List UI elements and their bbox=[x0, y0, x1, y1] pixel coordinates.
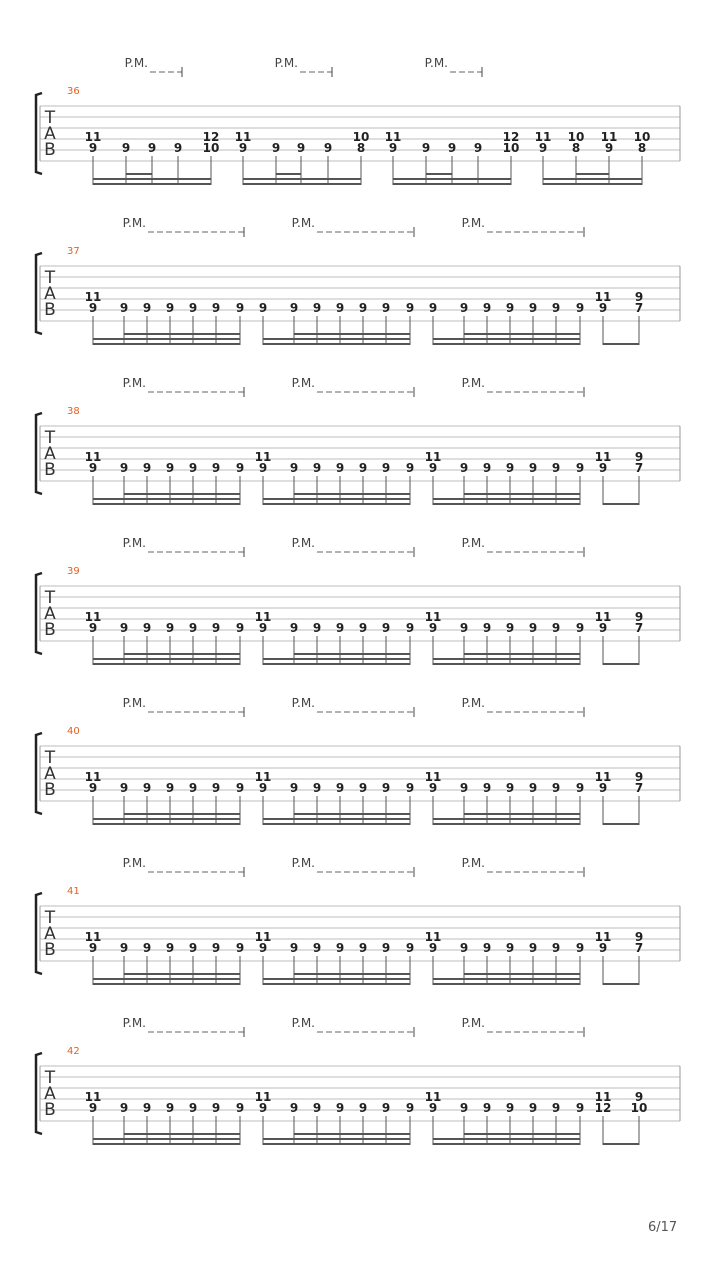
fret-number: 9 bbox=[459, 1101, 469, 1115]
palm-mute-label: P.M. bbox=[291, 696, 315, 710]
fret-number: 9 bbox=[598, 781, 608, 795]
fret-number: 9 bbox=[405, 621, 415, 635]
fret-number: 8 bbox=[571, 141, 581, 155]
fret-number: 9 bbox=[235, 941, 245, 955]
fret-number: 7 bbox=[634, 941, 644, 955]
fret-number: 9 bbox=[634, 290, 644, 304]
palm-mute-label: P.M. bbox=[122, 216, 146, 230]
fret-number: 9 bbox=[358, 781, 368, 795]
measure-number: 39 bbox=[67, 566, 80, 577]
fret-number: 9 bbox=[358, 941, 368, 955]
fret-number: 11 bbox=[424, 770, 442, 784]
palm-mute-label: P.M. bbox=[461, 856, 485, 870]
palm-mute-label: P.M. bbox=[291, 1016, 315, 1030]
palm-mute-label: P.M. bbox=[291, 856, 315, 870]
fret-number: 8 bbox=[637, 141, 647, 155]
fret-number: 9 bbox=[119, 781, 129, 795]
fret-number: 9 bbox=[289, 621, 299, 635]
fret-number: 9 bbox=[119, 301, 129, 315]
fret-number: 9 bbox=[459, 941, 469, 955]
fret-number: 9 bbox=[289, 301, 299, 315]
fret-number: 9 bbox=[634, 610, 644, 624]
fret-number: 9 bbox=[482, 301, 492, 315]
palm-mute-label: P.M. bbox=[461, 216, 485, 230]
measure-number: 37 bbox=[67, 246, 80, 257]
fret-number: 10 bbox=[633, 130, 651, 144]
tab-clef-letter: T bbox=[44, 108, 56, 128]
fret-number: 9 bbox=[405, 941, 415, 955]
palm-mute-label: P.M. bbox=[291, 376, 315, 390]
fret-number: 9 bbox=[258, 461, 268, 475]
tab-clef-letter: T bbox=[44, 908, 56, 928]
tab-clef-letter: B bbox=[44, 780, 56, 800]
fret-number: 9 bbox=[505, 1101, 515, 1115]
fret-number: 9 bbox=[142, 1101, 152, 1115]
fret-number: 9 bbox=[88, 941, 98, 955]
palm-mute-label: P.M. bbox=[461, 1016, 485, 1030]
tab-system bbox=[36, 216, 680, 345]
fret-number: 9 bbox=[188, 1101, 198, 1115]
fret-number: 9 bbox=[482, 781, 492, 795]
fret-number: 11 bbox=[254, 770, 272, 784]
fret-number: 9 bbox=[505, 301, 515, 315]
fret-number: 9 bbox=[119, 461, 129, 475]
fret-number: 9 bbox=[381, 1101, 391, 1115]
fret-number: 9 bbox=[165, 621, 175, 635]
tab-clef-letter: T bbox=[44, 1068, 56, 1088]
fret-number: 9 bbox=[575, 621, 585, 635]
fret-number: 11 bbox=[84, 290, 102, 304]
fret-number: 9 bbox=[358, 301, 368, 315]
fret-number: 9 bbox=[551, 301, 561, 315]
measure-number: 38 bbox=[67, 406, 80, 417]
fret-number: 9 bbox=[312, 301, 322, 315]
fret-number: 9 bbox=[505, 461, 515, 475]
fret-number: 9 bbox=[551, 781, 561, 795]
fret-number: 9 bbox=[381, 301, 391, 315]
fret-number: 9 bbox=[211, 1101, 221, 1115]
fret-number: 9 bbox=[505, 621, 515, 635]
fret-number: 9 bbox=[88, 1101, 98, 1115]
fret-number: 9 bbox=[551, 621, 561, 635]
fret-number: 9 bbox=[428, 461, 438, 475]
fret-number: 9 bbox=[358, 621, 368, 635]
fret-number: 9 bbox=[405, 461, 415, 475]
fret-number: 9 bbox=[312, 1101, 322, 1115]
fret-number: 9 bbox=[538, 141, 548, 155]
fret-number: 9 bbox=[147, 141, 157, 155]
fret-number: 9 bbox=[482, 1101, 492, 1115]
tab-system bbox=[36, 536, 680, 665]
fret-number: 11 bbox=[84, 770, 102, 784]
fret-number: 9 bbox=[88, 141, 98, 155]
fret-number: 9 bbox=[296, 141, 306, 155]
fret-number: 9 bbox=[188, 461, 198, 475]
fret-number: 9 bbox=[312, 941, 322, 955]
fret-number: 9 bbox=[482, 621, 492, 635]
palm-mute-label: P.M. bbox=[291, 536, 315, 550]
fret-number: 9 bbox=[634, 930, 644, 944]
fret-number: 9 bbox=[142, 621, 152, 635]
fret-number: 11 bbox=[594, 450, 612, 464]
palm-mute-label: P.M. bbox=[461, 376, 485, 390]
fret-number: 9 bbox=[421, 141, 431, 155]
fret-number: 9 bbox=[428, 781, 438, 795]
fret-number: 11 bbox=[594, 290, 612, 304]
fret-number: 9 bbox=[505, 941, 515, 955]
measure-number: 36 bbox=[67, 86, 80, 97]
fret-number: 11 bbox=[594, 610, 612, 624]
fret-number: 9 bbox=[575, 1101, 585, 1115]
fret-number: 9 bbox=[211, 461, 221, 475]
fret-number: 9 bbox=[235, 1101, 245, 1115]
fret-number: 9 bbox=[604, 141, 614, 155]
fret-number: 9 bbox=[405, 1101, 415, 1115]
fret-number: 7 bbox=[634, 621, 644, 635]
tab-system bbox=[36, 696, 680, 825]
palm-mute-label: P.M. bbox=[291, 216, 315, 230]
tab-clef-letter: A bbox=[44, 444, 56, 464]
fret-number: 9 bbox=[459, 461, 469, 475]
fret-number: 9 bbox=[388, 141, 398, 155]
fret-number: 9 bbox=[528, 461, 538, 475]
page-number: 6/17 bbox=[648, 1220, 678, 1235]
fret-number: 7 bbox=[634, 301, 644, 315]
fret-number: 9 bbox=[598, 621, 608, 635]
fret-number: 9 bbox=[482, 941, 492, 955]
fret-number: 11 bbox=[84, 610, 102, 624]
fret-number: 11 bbox=[254, 610, 272, 624]
fret-number: 11 bbox=[234, 130, 252, 144]
fret-number: 9 bbox=[258, 781, 268, 795]
fret-number: 9 bbox=[381, 621, 391, 635]
fret-number: 9 bbox=[473, 141, 483, 155]
fret-number: 9 bbox=[381, 781, 391, 795]
tab-clef-letter: T bbox=[44, 588, 56, 608]
palm-mute-label: P.M. bbox=[461, 536, 485, 550]
fret-number: 11 bbox=[594, 930, 612, 944]
fret-number: 7 bbox=[634, 781, 644, 795]
fret-number: 9 bbox=[335, 461, 345, 475]
fret-number: 9 bbox=[598, 461, 608, 475]
fret-number: 11 bbox=[424, 1090, 442, 1104]
fret-number: 9 bbox=[142, 461, 152, 475]
tab-clef-letter: A bbox=[44, 924, 56, 944]
fret-number: 9 bbox=[88, 621, 98, 635]
palm-mute-label: P.M. bbox=[122, 376, 146, 390]
tab-system bbox=[36, 856, 680, 985]
tab-clef-letter: B bbox=[44, 620, 56, 640]
fret-number: 11 bbox=[84, 1090, 102, 1104]
fret-number: 10 bbox=[567, 130, 585, 144]
fret-number: 9 bbox=[528, 781, 538, 795]
fret-number: 9 bbox=[142, 781, 152, 795]
fret-number: 9 bbox=[358, 461, 368, 475]
fret-number: 11 bbox=[594, 770, 612, 784]
fret-number: 9 bbox=[165, 461, 175, 475]
measure-number: 40 bbox=[67, 726, 80, 737]
fret-number: 9 bbox=[165, 941, 175, 955]
palm-mute-label: P.M. bbox=[124, 56, 148, 70]
tab-clef-letter: A bbox=[44, 1084, 56, 1104]
fret-number: 9 bbox=[289, 1101, 299, 1115]
tab-system bbox=[36, 56, 680, 185]
fret-number: 9 bbox=[173, 141, 183, 155]
palm-mute-label: P.M. bbox=[461, 696, 485, 710]
fret-number: 9 bbox=[381, 941, 391, 955]
fret-number: 9 bbox=[459, 621, 469, 635]
fret-number: 9 bbox=[634, 770, 644, 784]
fret-number: 12 bbox=[594, 1101, 612, 1115]
system-bracket bbox=[36, 893, 42, 974]
fret-number: 9 bbox=[258, 301, 268, 315]
fret-number: 9 bbox=[88, 461, 98, 475]
fret-number: 9 bbox=[235, 781, 245, 795]
fret-number: 9 bbox=[88, 301, 98, 315]
fret-number: 9 bbox=[119, 941, 129, 955]
fret-number: 11 bbox=[600, 130, 618, 144]
fret-number: 9 bbox=[235, 301, 245, 315]
system-bracket bbox=[36, 93, 42, 174]
tab-clef-letter: A bbox=[44, 604, 56, 624]
fret-number: 11 bbox=[594, 1090, 612, 1104]
tab-clef-letter: B bbox=[44, 940, 56, 960]
fret-number: 9 bbox=[335, 781, 345, 795]
fret-number: 9 bbox=[598, 301, 608, 315]
fret-number: 11 bbox=[84, 130, 102, 144]
fret-number: 9 bbox=[551, 461, 561, 475]
fret-number: 9 bbox=[188, 941, 198, 955]
system-bracket bbox=[36, 573, 42, 654]
fret-number: 9 bbox=[211, 781, 221, 795]
fret-number: 9 bbox=[428, 1101, 438, 1115]
fret-number: 9 bbox=[312, 461, 322, 475]
fret-number: 9 bbox=[528, 621, 538, 635]
palm-mute-label: P.M. bbox=[122, 856, 146, 870]
fret-number: 9 bbox=[235, 461, 245, 475]
fret-number: 9 bbox=[528, 301, 538, 315]
fret-number: 9 bbox=[271, 141, 281, 155]
tab-clef-letter: T bbox=[44, 428, 56, 448]
fret-number: 9 bbox=[165, 781, 175, 795]
fret-number: 9 bbox=[88, 781, 98, 795]
fret-number: 11 bbox=[424, 610, 442, 624]
fret-number: 11 bbox=[84, 450, 102, 464]
fret-number: 11 bbox=[424, 930, 442, 944]
fret-number: 9 bbox=[289, 781, 299, 795]
fret-number: 11 bbox=[384, 130, 402, 144]
fret-number: 10 bbox=[202, 141, 220, 155]
fret-number: 9 bbox=[575, 461, 585, 475]
fret-number: 9 bbox=[528, 941, 538, 955]
fret-number: 9 bbox=[634, 1090, 644, 1104]
fret-number: 9 bbox=[312, 781, 322, 795]
fret-number: 9 bbox=[634, 450, 644, 464]
fret-number: 9 bbox=[258, 941, 268, 955]
fret-number: 12 bbox=[502, 130, 520, 144]
fret-number: 9 bbox=[188, 621, 198, 635]
fret-number: 9 bbox=[358, 1101, 368, 1115]
tab-clef-letter: T bbox=[44, 268, 56, 288]
fret-number: 9 bbox=[405, 781, 415, 795]
fret-number: 9 bbox=[188, 301, 198, 315]
fret-number: 9 bbox=[235, 621, 245, 635]
system-bracket bbox=[36, 733, 42, 814]
fret-number: 9 bbox=[528, 1101, 538, 1115]
fret-number: 11 bbox=[254, 930, 272, 944]
fret-number: 9 bbox=[188, 781, 198, 795]
fret-number: 9 bbox=[505, 781, 515, 795]
fret-number: 9 bbox=[165, 1101, 175, 1115]
fret-number: 11 bbox=[254, 1090, 272, 1104]
system-bracket bbox=[36, 413, 42, 494]
fret-number: 9 bbox=[119, 1101, 129, 1115]
fret-number: 9 bbox=[323, 141, 333, 155]
fret-number: 9 bbox=[551, 1101, 561, 1115]
system-bracket bbox=[36, 253, 42, 334]
fret-number: 9 bbox=[165, 301, 175, 315]
fret-number: 11 bbox=[254, 450, 272, 464]
fret-number: 9 bbox=[428, 941, 438, 955]
tab-clef-letter: B bbox=[44, 140, 56, 160]
fret-number: 9 bbox=[482, 461, 492, 475]
fret-number: 9 bbox=[335, 301, 345, 315]
palm-mute-label: P.M. bbox=[122, 536, 146, 550]
fret-number: 9 bbox=[211, 941, 221, 955]
palm-mute-label: P.M. bbox=[424, 56, 448, 70]
fret-number: 8 bbox=[356, 141, 366, 155]
fret-number: 9 bbox=[258, 1101, 268, 1115]
fret-number: 9 bbox=[575, 781, 585, 795]
fret-number: 9 bbox=[447, 141, 457, 155]
fret-number: 9 bbox=[335, 621, 345, 635]
fret-number: 9 bbox=[575, 301, 585, 315]
fret-number: 9 bbox=[121, 141, 131, 155]
tab-clef-letter: B bbox=[44, 1100, 56, 1120]
palm-mute-label: P.M. bbox=[274, 56, 298, 70]
fret-number: 9 bbox=[289, 941, 299, 955]
fret-number: 9 bbox=[289, 461, 299, 475]
measure-number: 42 bbox=[67, 1046, 80, 1057]
fret-number: 9 bbox=[142, 941, 152, 955]
fret-number: 9 bbox=[428, 621, 438, 635]
fret-number: 12 bbox=[202, 130, 220, 144]
tab-clef-letter: A bbox=[44, 124, 56, 144]
tab-clef-letter: B bbox=[44, 300, 56, 320]
tab-clef-letter: A bbox=[44, 764, 56, 784]
fret-number: 9 bbox=[381, 461, 391, 475]
fret-number: 9 bbox=[142, 301, 152, 315]
fret-number: 9 bbox=[258, 621, 268, 635]
palm-mute-label: P.M. bbox=[122, 1016, 146, 1030]
fret-number: 9 bbox=[551, 941, 561, 955]
system-bracket bbox=[36, 1053, 42, 1134]
fret-number: 9 bbox=[335, 941, 345, 955]
tab-clef-letter: B bbox=[44, 460, 56, 480]
tab-clef-letter: T bbox=[44, 748, 56, 768]
fret-number: 7 bbox=[634, 461, 644, 475]
fret-number: 10 bbox=[502, 141, 520, 155]
fret-number: 9 bbox=[459, 781, 469, 795]
fret-number: 9 bbox=[211, 301, 221, 315]
fret-number: 9 bbox=[238, 141, 248, 155]
fret-number: 9 bbox=[312, 621, 322, 635]
fret-number: 10 bbox=[630, 1101, 648, 1115]
fret-number: 11 bbox=[84, 930, 102, 944]
tab-system bbox=[36, 376, 680, 505]
fret-number: 9 bbox=[405, 301, 415, 315]
fret-number: 9 bbox=[598, 941, 608, 955]
tab-system bbox=[36, 1016, 680, 1145]
fret-number: 9 bbox=[119, 621, 129, 635]
fret-number: 11 bbox=[424, 450, 442, 464]
fret-number: 9 bbox=[575, 941, 585, 955]
fret-number: 10 bbox=[352, 130, 370, 144]
palm-mute-label: P.M. bbox=[122, 696, 146, 710]
fret-number: 11 bbox=[534, 130, 552, 144]
fret-number: 9 bbox=[211, 621, 221, 635]
measure-number: 41 bbox=[67, 886, 80, 897]
fret-number: 9 bbox=[335, 1101, 345, 1115]
fret-number: 9 bbox=[459, 301, 469, 315]
tab-clef-letter: A bbox=[44, 284, 56, 304]
fret-number: 9 bbox=[428, 301, 438, 315]
